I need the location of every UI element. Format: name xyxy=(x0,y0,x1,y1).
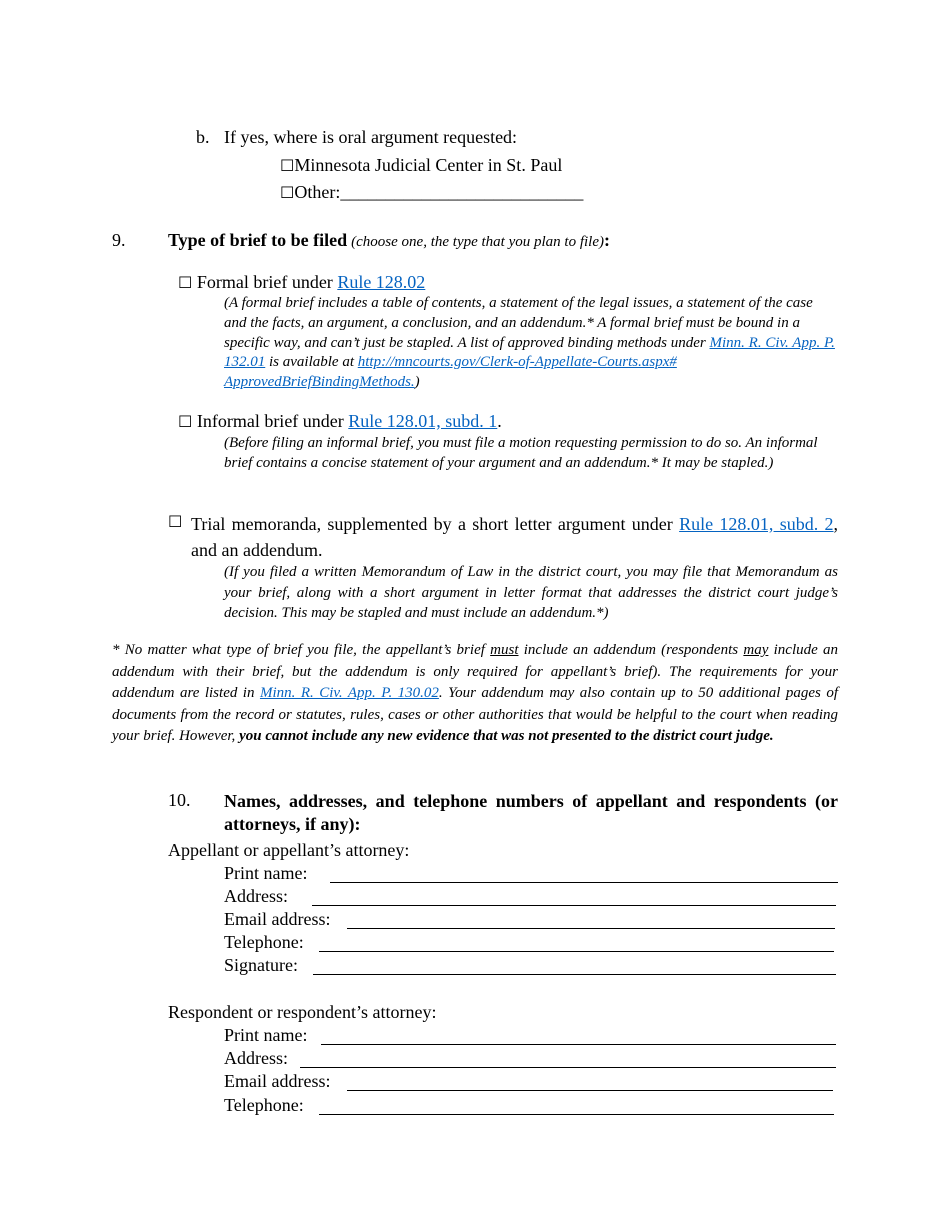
appellant-email-label: Email address: xyxy=(224,909,331,929)
rule-130-02-link[interactable]: Minn. R. Civ. App. P. 130.02 xyxy=(259,685,439,701)
respondent-print-name-label: Print name: xyxy=(224,1025,308,1045)
footnote-text: include an addendum (respondents xyxy=(523,642,739,658)
appellant-print-name-field[interactable] xyxy=(330,882,838,883)
colon: : xyxy=(604,230,610,250)
footnote-must: must xyxy=(490,642,519,658)
respondent-heading: Respondent or respondent’s attorney: xyxy=(168,1002,437,1022)
appellant-email-field[interactable] xyxy=(347,928,835,929)
footnote-text: . Your addendum may also contain up to 50 additional pages of documents from the record or statutes, rules, cases or other authorities that would be helpful to the court when reading your brief. However, xyxy=(112,685,839,744)
appellant-telephone-label: Telephone: xyxy=(224,932,304,952)
desc-text: is available at xyxy=(269,354,354,371)
checkbox-icon[interactable]: ☐ xyxy=(168,512,183,531)
option-label: Minnesota Judicial Center in St. Paul xyxy=(294,155,563,175)
item-b-label: b. xyxy=(196,127,210,147)
appellant-signature-field[interactable] xyxy=(313,974,836,975)
rule-128-02-link[interactable]: Rule 128.02 xyxy=(337,272,426,292)
rule-128-01-subd-2-link[interactable]: Rule 128.01, subd. 2 xyxy=(679,514,834,534)
appellant-address-label: Address: xyxy=(224,886,288,906)
appellant-print-name-label: Print name: xyxy=(224,863,308,883)
informal-brief-label: Informal brief under xyxy=(196,411,344,431)
section-10-title: Names, addresses, and telephone numbers of appellant and respondents (or attorneys, if any): xyxy=(224,791,838,834)
option-label: Other:___________________________ xyxy=(294,182,584,202)
appellant-signature-label: Signature: xyxy=(224,955,298,975)
respondent-email-field[interactable] xyxy=(347,1090,833,1091)
desc-text: ) xyxy=(414,374,420,391)
option-informal-brief[interactable] xyxy=(178,411,502,432)
section-9-number: 9. xyxy=(112,230,126,250)
formal-brief-description xyxy=(224,294,838,393)
appellant-telephone-field[interactable] xyxy=(319,951,834,952)
informal-brief-description: (Before filing an informal brief, you must file a motion requesting permission to do so. An informal brief contains a concise statement of your argument and an addendum.* It may be stapled.) xyxy=(224,435,818,471)
option-minnesota-judicial-center[interactable] xyxy=(280,155,562,176)
section-9-heading xyxy=(168,230,610,251)
footnote-bold-warning: you cannot include any new evidence that was not presented to the district court judge. xyxy=(239,728,774,744)
trial-label-text: Trial memoranda, supplemented by a short letter argument under xyxy=(191,514,673,534)
section-9-title: Type of brief to be filed xyxy=(168,230,348,250)
appellant-address-field[interactable] xyxy=(312,905,836,906)
appellant-heading: Appellant or appellant’s attorney: xyxy=(168,840,410,860)
section-9-note: (choose one, the type that you plan to file) xyxy=(351,234,604,250)
respondent-print-name-field[interactable] xyxy=(321,1044,836,1045)
option-other[interactable] xyxy=(280,182,583,203)
option-trial-memoranda[interactable] xyxy=(168,511,182,532)
checkbox-icon[interactable]: ☐ xyxy=(280,156,295,175)
checkbox-icon[interactable]: ☐ xyxy=(178,412,193,431)
oral-argument-question: If yes, where is oral argument requested: xyxy=(224,127,518,147)
section-10-number: 10. xyxy=(168,790,191,810)
respondent-address-field[interactable] xyxy=(300,1067,836,1068)
rule-132-01-link[interactable]: Minn. R. Civ. App. P. 132.01 xyxy=(224,334,835,371)
option-formal-brief[interactable] xyxy=(178,272,425,293)
respondent-telephone-field[interactable] xyxy=(319,1114,834,1115)
respondent-address-label: Address: xyxy=(224,1048,288,1068)
rule-128-01-subd-1-link[interactable]: Rule 128.01, subd. 1 xyxy=(348,411,498,431)
addendum-footnote xyxy=(112,640,838,748)
trial-memoranda-label xyxy=(191,511,838,563)
trial-label-end: , and an addendum. xyxy=(191,514,838,560)
footnote-may: may xyxy=(743,642,769,658)
formal-brief-label: Formal brief under xyxy=(196,272,333,292)
respondent-email-label: Email address: xyxy=(224,1071,331,1091)
desc-text: (A formal brief includes a table of contents, a statement of the legal issues, a statement of the case and the facts, an argument, a conclusion, and an addendum.* A formal brief must be bound in a specific way, and can’t just be stapled. A list of approved binding methods under xyxy=(224,295,813,351)
checkbox-icon[interactable]: ☐ xyxy=(178,273,193,292)
checkbox-icon[interactable]: ☐ xyxy=(280,183,295,202)
period: . xyxy=(497,411,502,431)
respondent-telephone-label: Telephone: xyxy=(224,1095,304,1115)
footnote-text: * No matter what type of brief you file, the appellant’s brief xyxy=(112,642,485,658)
trial-memoranda-description: (If you filed a written Memorandum of Law in the district court, you may file that Memorandum as your brief, along with a short argument in letter format that addresses the district court judge’s decision. This may be stapled and must include an addendum.*) xyxy=(224,564,838,621)
binding-methods-link[interactable]: http://mncourts.gov/Clerk-of-Appellate-Courts.aspx# ApprovedBriefBindingMethods. xyxy=(224,354,677,391)
footnote-text: include an addendum with their brief, but the addendum is only required for appellant’s brief). The requirements for your addendum are listed in xyxy=(112,642,839,701)
